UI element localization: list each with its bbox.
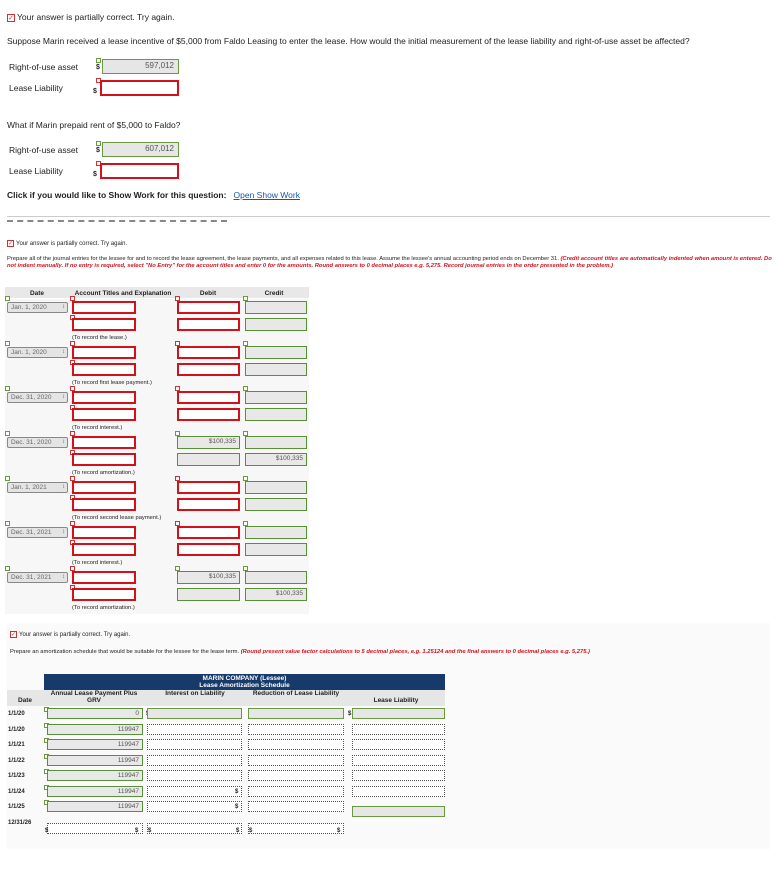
account-title-input[interactable] <box>72 408 136 421</box>
liability-input[interactable] <box>352 770 445 781</box>
rou-asset-input-2[interactable]: 607,012 <box>102 142 179 157</box>
schedule-col-reduction: Reduction of Lease Liability <box>252 690 340 697</box>
rou-asset-label-2: Right-of-use asset <box>9 145 78 155</box>
interest-input[interactable] <box>147 724 242 735</box>
journal-instructions: Prepare all of the journal entries for the lessee for and to record the lease agreement, the lease payments, and all expenses related to this lease. Assume the lessee's annual accounting period ends on December 31. (Credit account titles are automatically indented when amount is entered. Do not indent manually. If no entry is required, select "No Entry" for the account titles and enter 0 for the amounts. Round answers to 0 decimal places e.g. 5,275. Record journal entries in the order presented in the problem.) <box>7 256 772 269</box>
payment-input[interactable] <box>47 823 143 834</box>
reduction-input[interactable] <box>248 801 344 812</box>
debit-input[interactable] <box>177 408 240 421</box>
correct-marker-icon <box>5 521 10 526</box>
payment-input[interactable]: 119947 <box>47 755 143 766</box>
reduction-input[interactable] <box>248 708 344 719</box>
credit-input[interactable] <box>245 301 307 314</box>
lease-liability-input[interactable] <box>100 80 179 96</box>
schedule-date: 1/1/20 <box>8 726 25 733</box>
account-title-input[interactable] <box>72 391 136 404</box>
account-title-input[interactable] <box>72 526 136 539</box>
payment-input[interactable]: 0 <box>47 708 143 719</box>
correct-marker-icon <box>96 141 101 146</box>
debit-input[interactable] <box>177 363 240 376</box>
liability-input[interactable] <box>352 806 445 817</box>
lease-liability-label: Lease Liability <box>9 83 63 93</box>
open-show-work-link[interactable]: Open Show Work <box>233 190 300 200</box>
account-title-input[interactable] <box>72 346 136 359</box>
schedule-title: MARIN COMPANY (Lessee) Lease Amortization Schedule <box>44 674 445 690</box>
credit-input[interactable]: $100,335 <box>245 453 307 466</box>
entry-date-select[interactable]: Jan. 1, 2020 ↕ <box>7 302 68 313</box>
question2-text: What if Marin prepaid rent of $5,000 to Faldo? <box>7 120 181 130</box>
lease-liability-label-2: Lease Liability <box>9 166 63 176</box>
debit-input[interactable] <box>177 543 240 556</box>
credit-input[interactable] <box>245 481 307 494</box>
entry-note: (To record amortization.) <box>72 605 135 611</box>
debit-input[interactable] <box>177 391 240 404</box>
schedule-col-payment: Annual Lease Payment Plus GRV <box>50 690 138 704</box>
schedule-col-liability: Lease Liability <box>373 697 419 704</box>
rou-asset-input[interactable]: 597,012 <box>102 59 179 74</box>
payment-input[interactable]: 119947 <box>47 770 143 781</box>
partial-correct-icon: ✓ <box>11 632 17 638</box>
col-account-header: Account Titles and Explanation <box>74 290 172 297</box>
credit-input[interactable] <box>245 363 307 376</box>
entry-date-select[interactable]: Jan. 1, 2021 ↕ <box>7 482 68 493</box>
debit-input[interactable] <box>177 526 240 539</box>
entry-date-select[interactable]: Dec. 31, 2021 ↕ <box>7 527 68 538</box>
payment-input[interactable]: 119947 <box>47 786 143 797</box>
entry-note: (To record first lease payment.) <box>72 380 152 386</box>
credit-input[interactable] <box>245 408 307 421</box>
debit-input[interactable] <box>177 318 240 331</box>
schedule-date: 1/1/20 <box>8 711 25 717</box>
col-debit-header: Debit <box>199 290 217 297</box>
liability-input[interactable] <box>352 755 445 766</box>
partial-correct-icon: ✓ <box>8 241 14 247</box>
interest-input[interactable] <box>147 739 242 750</box>
status-message: ✓ Your answer is partially correct. Try again. <box>8 12 175 22</box>
schedule-date: 1/1/23 <box>8 773 25 779</box>
debit-input[interactable] <box>177 301 240 314</box>
interest-input[interactable] <box>147 786 242 797</box>
cutoff-heading-line <box>7 220 227 224</box>
debit-input[interactable] <box>177 453 240 466</box>
payment-input[interactable]: 119947 <box>47 724 143 735</box>
debit-input[interactable]: $100,335 <box>177 436 240 449</box>
question-text: Suppose Marin received a lease incentive of $5,000 from Faldo Leasing to enter the lease. How would the initial measurement of the lease liability and right-of-use asset be affected? <box>7 36 690 46</box>
account-title-input[interactable] <box>72 588 136 601</box>
account-title-input[interactable] <box>72 543 136 556</box>
account-title-input[interactable] <box>72 436 136 449</box>
interest-input[interactable] <box>147 755 242 766</box>
entry-note: (To record the lease.) <box>72 335 127 341</box>
lease-liability-input-2[interactable] <box>100 163 179 179</box>
entry-note: (To record interest.) <box>72 560 123 566</box>
schedule-col-date: Date <box>17 697 33 704</box>
schedule-date: 1/1/24 <box>8 788 25 795</box>
credit-input[interactable] <box>245 526 307 539</box>
correct-marker-icon <box>5 431 10 436</box>
entry-note: (To record interest.) <box>72 425 123 431</box>
entry-date-select[interactable]: Dec. 31, 2020 ↕ <box>7 392 68 403</box>
liability-input[interactable] <box>352 708 445 719</box>
credit-input[interactable] <box>245 436 307 449</box>
status-message-2: ✓ Your answer is partially correct. Try again. <box>8 241 128 248</box>
correct-marker-icon <box>5 386 10 391</box>
entry-note: (To record second lease payment.) <box>72 515 162 521</box>
liability-input[interactable] <box>352 786 445 797</box>
reduction-input[interactable] <box>248 724 344 735</box>
rou-asset-label: Right-of-use asset <box>9 62 78 72</box>
schedule-date: 12/31/26 <box>8 819 32 826</box>
account-title-input[interactable] <box>72 301 136 314</box>
reduction-input[interactable] <box>248 786 344 797</box>
col-date-header: Date <box>29 290 45 297</box>
credit-input[interactable] <box>245 391 307 404</box>
schedule-date: 1/1/22 <box>8 757 25 764</box>
correct-marker-icon <box>5 566 10 571</box>
credit-input[interactable]: $100,335 <box>245 588 307 601</box>
account-title-input[interactable] <box>72 453 136 466</box>
account-title-input[interactable] <box>72 498 136 511</box>
schedule-date: 1/1/21 <box>8 742 25 748</box>
show-work-prompt: Click if you would like to Show Work for this question: Open Show Work <box>7 190 300 200</box>
debit-input[interactable]: $100,335 <box>177 571 240 584</box>
interest-input[interactable] <box>147 823 242 834</box>
liability-input[interactable] <box>352 739 445 750</box>
interest-input[interactable] <box>147 770 242 781</box>
correct-marker-icon <box>5 341 10 346</box>
credit-input[interactable] <box>245 346 307 359</box>
payment-input[interactable]: 119947 <box>47 801 143 812</box>
entry-note: (To record amortization.) <box>72 470 135 476</box>
entry-date-select[interactable]: Jan. 1, 2020 ↕ <box>7 347 68 358</box>
entry-date-select[interactable]: Dec. 31, 2021 ↕ <box>7 572 68 583</box>
interest-input[interactable] <box>147 708 242 719</box>
account-title-input[interactable] <box>72 363 136 376</box>
credit-input[interactable] <box>245 498 307 511</box>
payment-input[interactable]: 119947 <box>47 739 143 750</box>
credit-input[interactable] <box>245 318 307 331</box>
correct-marker-icon <box>5 296 10 301</box>
entry-date-select[interactable]: Dec. 31, 2020 ↕ <box>7 437 68 448</box>
partial-correct-icon: ✓ <box>8 14 14 22</box>
credit-input[interactable] <box>245 571 307 584</box>
reduction-input[interactable] <box>248 823 344 834</box>
correct-marker-icon <box>96 58 101 63</box>
liability-input[interactable] <box>352 724 445 735</box>
account-title-input[interactable] <box>72 481 136 494</box>
debit-input[interactable] <box>177 588 240 601</box>
correct-marker-icon <box>5 476 10 481</box>
status-message-3: ✓ Your answer is partially correct. Try again. <box>11 632 131 639</box>
schedule-instructions: Prepare an amortization schedule that would be suitable for the lessee for the lease term. (Round present value factor calculations to 5 decimal places, e.g. 1.25124 and the final answers to 0 decimal places e.g. 5,275.) <box>10 649 590 655</box>
schedule-col-interest: Interest on Liability <box>165 690 225 697</box>
account-title-input[interactable] <box>72 318 136 331</box>
debit-input[interactable] <box>177 481 240 494</box>
debit-input[interactable] <box>177 346 240 359</box>
debit-input[interactable] <box>177 498 240 511</box>
reduction-input[interactable] <box>248 770 344 781</box>
interest-input[interactable] <box>147 801 242 812</box>
schedule-date: 1/1/25 <box>8 804 25 810</box>
account-title-input[interactable] <box>72 571 136 584</box>
credit-input[interactable] <box>245 543 307 556</box>
reduction-input[interactable] <box>248 739 344 750</box>
col-credit-header: Credit <box>264 290 284 297</box>
reduction-input[interactable] <box>248 755 344 766</box>
